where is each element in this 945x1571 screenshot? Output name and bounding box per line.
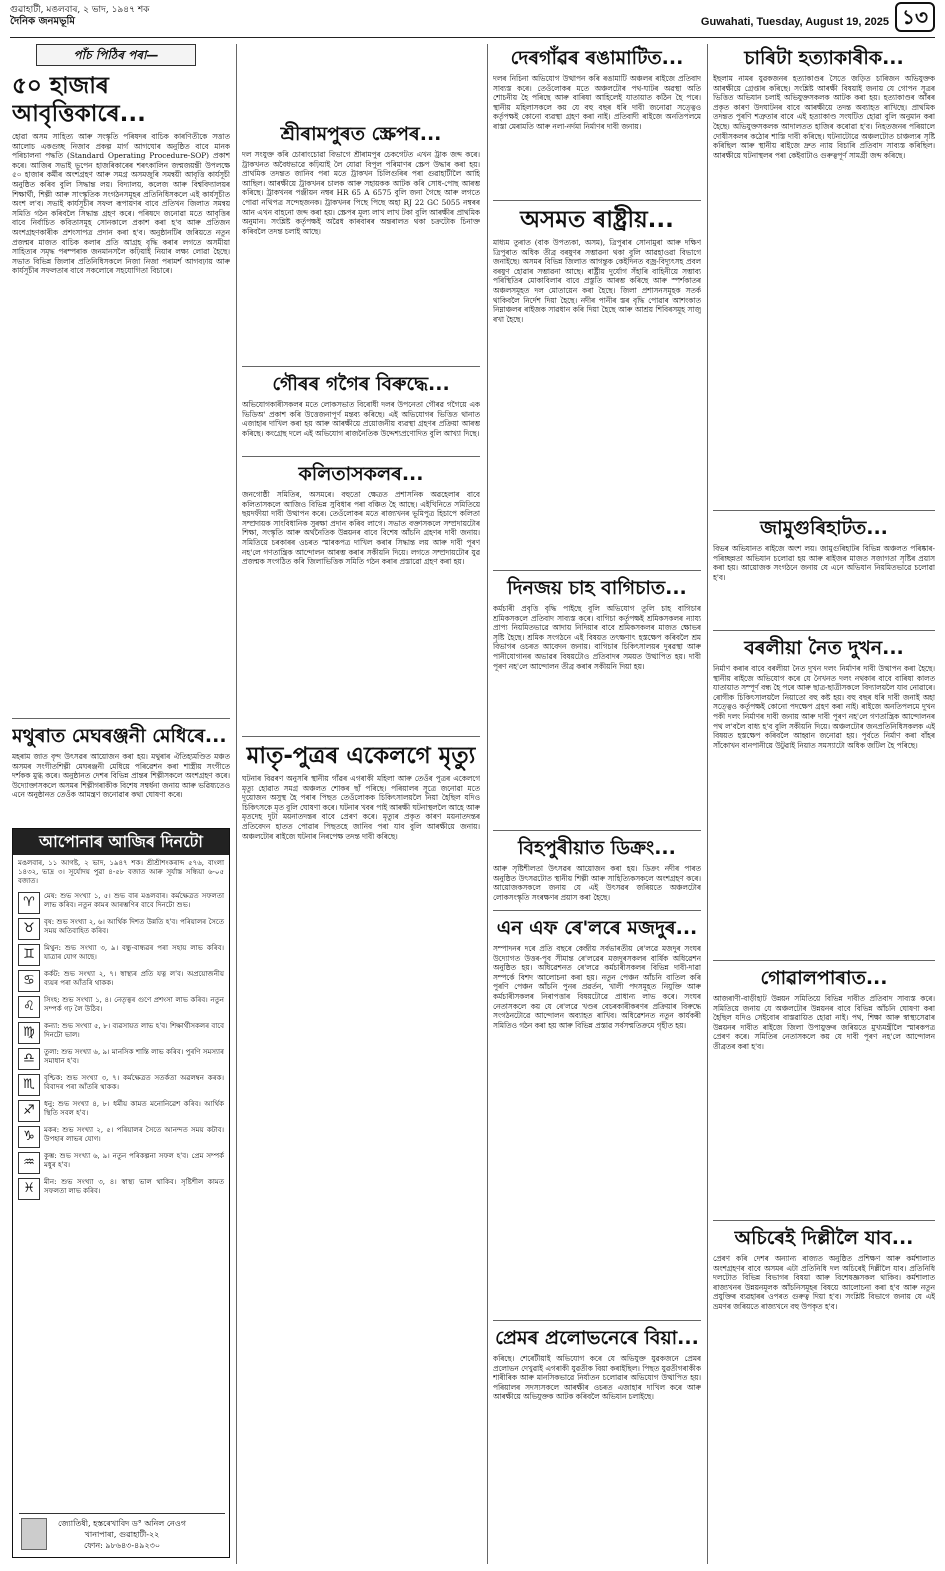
story-rule	[493, 830, 701, 831]
story-delhi	[713, 1224, 935, 1560]
zodiac-text: ধনু: শুভ সংখ্যা ৪, ৮। ধৰ্মীয় কামত মনোনিৱেশ কৰিব। আৰ্থিক স্থিতি সবল হ'ব।	[44, 1100, 224, 1117]
astrologer-photo	[21, 1518, 47, 1550]
story-rule	[493, 200, 701, 201]
zodiac-symbol-icon: ♐	[18, 1100, 40, 1122]
story-headline: অসমত ৰাষ্ট্ৰীয়...	[520, 207, 674, 233]
zodiac-symbol-icon: ♌	[18, 996, 40, 1018]
story-kalita	[242, 460, 480, 730]
story-headline: মাতৃ-পুত্ৰৰ একেলগে মৃত্যু	[246, 743, 476, 769]
story-body: মহৰাম জাত বৃন্দ উৎসৱৰ আয়োজন কৰা হয়। মথুৰাৰ ঐতিহ্যমণ্ডিত মঞ্চত অসমৰ সংগীতশিল্পী মেঘৰঞ্জনী মেধিয়ে পৰিৱেশন কৰা শাস্ত্ৰীয় সংগীতে দৰ্শকক মুগ্ধ কৰে। অনুষ্ঠানত দেশৰ বিভিন্ন প্ৰান্তৰ শিল্পীসকলে অংশগ্ৰহণ কৰে। উদ্যোক্তাসকলে অসমৰ শিল্পীগৰাকীক বিশেষ সম্বৰ্ধনা জনায় আৰু ভৱিষ্যতেও এনে অনুষ্ঠানত তেওঁক আমন্ত্ৰণ জনোৱাৰ কথা ঘোষণা কৰে।	[12, 752, 230, 800]
zodiac-row	[13, 1098, 229, 1124]
zodiac-row	[13, 890, 229, 916]
story-body: ঘটনাৰ বিৱৰণ অনুসৰি স্থানীয় গাঁৱৰ এগৰাকী মহিলা আৰু তেওঁৰ পুত্ৰৰ একেলগে মৃত্যু হোৱাত সমগ্ৰ অঞ্চলত শোকৰ ছাঁ পৰিছে। পৰিয়ালৰ সূত্ৰে জনোৱা মতে দুয়োজন অসুস্থ হৈ পৰাৰ পিছত তেওঁলোকক চিকিৎসালয়লৈ নিয়া হৈছিল যদিও চিকিৎসকে মৃত বুলি ঘোষণা কৰে। ঘটনাৰ খবৰ পাই আৰক্ষী ঘটনাস্থললৈ আহে আৰু মৃতদেহ দুটা ময়নাতদন্তৰ বাবে প্ৰেৰণ কৰে। মৃত্যুৰ প্ৰকৃত কাৰণ ময়নাতদন্তৰ প্ৰতিবেদন হাতত পোৱাৰ পিছতহে জানিব পৰা যাব বুলি আৰক্ষীয়ে জনায়। অঞ্চলটোৰ ৰাইজে ঘটনাৰ নিৰপেক্ষ তদন্ত দাবী কৰিছে।	[242, 774, 480, 841]
zodiac-text: কন্যা: শুভ সংখ্যা ৫, ৮। ব্যৱসায়ত লাভ হ'ব। শিক্ষাৰ্থীসকলৰ বাবে দিনটো ভাল।	[44, 1022, 224, 1039]
story-body: হোৱা অসম সাহিত্য আৰু সংস্কৃতি পৰিষদৰ বাচিক কাৰণিতীকে সত্তাত আলোচ একগুচ্ছ নিজাব প্ৰকল্প মাৰ্গ আগঘোৰ অনুষ্ঠিত বাবে মানক পৰিচালনা পদ্ধতি (Standard Operating Procedure-SOP) প্ৰকাশ কৰে। আজিৰ সভাই ভূপেন হাজৰিকাৰেৰ শৰৎকালিন জন্মজয়ন্তী উপলক্ষে ৫০ হাজাৰ কৰ্মীৰ অংশগ্ৰহণ আৰু সমগ্ৰ অসমজুৰি সমন্বয়ী আবৃত্তি কাৰ্যসূচী অনুষ্ঠিত কৰিব বুলি সিদ্ধান্ত লয়। বিদ্যালয়, কলেজ আৰু বিশ্ববিদ্যালয়ৰ শিক্ষাৰ্থী, শিল্পী আৰু সাংস্কৃতিক সংগঠনসমূহৰ প্ৰতিনিধিসকলে এই কাৰ্যসূচীত অংশ ল'ব। সভাই কাৰ্যসূচীৰ সফল ৰূপায়ণৰ বাবে প্ৰতিখন জিলাত সমন্বয় সমিতি গঠন কৰিবলৈ সিদ্ধান্ত গ্ৰহণ কৰে। পৰিষদে জনোৱা মতে আবৃত্তিৰ বাবে নিৰ্বাচিত কবিতাসমূহ সোনকালে প্ৰকাশ কৰা হ'ব আৰু প্ৰতিজন অংশগ্ৰহণকাৰীক প্ৰশংসাপত্ৰ প্ৰদান কৰা হ'ব। অনুষ্ঠানটিৰ জৰিয়তে নতুন প্ৰজন্মৰ মাজত বাচিক কলাৰ প্ৰতি আগ্ৰহ বৃদ্ধি কৰাৰ লগতে অসমীয়া সাহিত্যৰ সমৃদ্ধ পৰম্পৰাক জনমানসলৈ কঢ়িয়াই নিয়াৰ লক্ষ্য লোৱা হৈছে। সভাত বিভিন্ন জিলাৰ প্ৰতিনিধিসকলে নিজা নিজা পৰামৰ্শ আগবঢ়ায় আৰু কাৰ্যসূচীৰ সফলতাৰ বাবে সকলোৰে সহযোগিতা বিচাৰে।	[12, 132, 230, 276]
column-rule	[487, 44, 488, 1564]
zodiac-text: বৃশ্চিক: শুভ সংখ্যা ৩, ৭। কৰ্মক্ষেত্ৰত সতৰ্কতা অৱলম্বন কৰক। বিবাদৰ পৰা আঁতৰি থাকক।	[44, 1074, 224, 1091]
astrologer-phone: ফোন: ৯৮৬৪৩-৪৯২৩০	[83, 1541, 161, 1550]
zodiac-text: মীন: শুভ সংখ্যা ৩, ৪। স্বাস্থ্য ভাল থাকিব। সৃষ্টিশীল কামত সফলতা লাভ কৰিব।	[44, 1178, 224, 1195]
astrologer-name: জ্যোতিষী, হস্তৰেখাবিদ ড° অনিল নেওগ	[58, 1519, 186, 1528]
horoscope-title: আপোনাৰ আজিৰ দিনটো	[13, 829, 229, 855]
story-body: মাধ্যম তুৰাত (বাক উপত্যকা, অসম), ত্ৰিপুৰাৰ সোনামুৰা আৰু দক্ষিণ ত্ৰিপুৰাত অধিক তীব্ৰ বৰষুণৰ সম্ভাৱনা থকা বুলি আৱহাওৱা বিভাগে জনাইছে। অসমৰ বিভিন্ন জিলাত আগন্তুক কেইদিনত বজ্ৰ-বিদ্যুৎসহ প্ৰবল বৰষুণ হোৱাৰ সম্ভাৱনা আছে। ৰাষ্ট্ৰীয় দুৰ্যোগ সঁহাৰি বাহিনীয়ে সম্ভাব্য পৰিস্থিতিৰ মোকাবিলাৰ বাবে প্ৰস্তুতি আৰম্ভ কৰিছে আৰু স্পৰ্শকাতৰ অঞ্চলসমূহত দল মোতায়েন কৰা হৈছে। জিলা প্ৰশাসনসমূহক সতৰ্ক থাকিবলৈ নিৰ্দেশ দিয়া হৈছে। নদীৰ পানীৰ স্তৰ বৃদ্ধি পোৱাৰ আশংকাত নিম্নাঞ্চলৰ ৰাইজক সাৱধান কৰি দিয়া হৈছে আৰু আশ্ৰয় শিবিৰসমূহ সাজু ৰখা হৈছে।	[493, 238, 701, 324]
masthead	[10, 4, 935, 38]
story-body: কৰিছে। শেৰেটীয়াই অভিযোগ কৰে যে অভিযুক্ত যুৱকজনে প্ৰেমৰ প্ৰলোভন দেখুৱাই এগৰাকী যুৱতীক বিয়া কৰাইছিল। পিছত যুৱতীগৰাকীক শাৰীৰিক আৰু মানসিকভাৱে নিৰ্যাতন চলোৱাৰ অভিযোগ উত্থাপিত হয়। পৰিয়ালৰ সদস্যসকলে আৰক্ষীৰ ওচৰত এজাহাৰ দাখিল কৰে আৰু আৰক্ষীয়ে অভিযুক্তক আটক কৰিবলৈ অভিযান চলাইছে।	[493, 1354, 701, 1402]
zodiac-text: বৃষ: শুভ সংখ্যা ২, ৬। আৰ্থিক দিশত উন্নতি হ'ব। পৰিয়ালৰ সৈতে সময় অতিবাহিত কৰিব।	[44, 918, 224, 935]
zodiac-symbol-icon: ♍	[18, 1022, 40, 1044]
story-headline: এন এফ ৰে'লৰে মজদুৰ...	[496, 917, 698, 939]
zodiac-list	[13, 890, 229, 1202]
zodiac-symbol-icon: ♓	[18, 1178, 40, 1200]
horoscope-intro: মঙলবাৰ, ১১ আগষ্ট, ২ ভাদ, ১৯৪৭ শক। শ্ৰীশ্ৰীশংকৰাব্দ ৫৭৬, বাংলা ১৪৩২, ভাদ্ৰ ৩। সূৰ্যোদয় পুৱা ৪-৫৮ বজাত আৰু সূৰ্যাস্ত সন্ধিয়া ৬-০৫ বজাত।	[18, 859, 224, 885]
story-body: দলৰ নিচিনা অভিযোগ উত্থাপন কৰি ৰঙামাটি অঞ্চলৰ ৰাইজে প্ৰতিবাদ সাব্যস্ত কৰে। তেওঁলোকৰ মতে অঞ্চলটোৰ পথ-ঘাটৰ অৱস্থা অতি শোচনীয় হৈ পৰিছে আৰু বাৰিষা আহিলেই যাতায়াত কঠিন হৈ পৰে। স্থানীয় মহিলাসকলে কয় যে বহু বছৰ ধৰি দাবী জনোৱা সত্ত্বেও কৰ্তৃপক্ষই কোনো ব্যৱস্থা গ্ৰহণ কৰা নাই। প্ৰতিবাদী ৰাইজে অনতিপলমে ৰাস্তা মেৰামতি আৰু নলা-নৰ্দমা নিৰ্মাণৰ দাবী জনায়।	[493, 74, 701, 131]
story-rule	[713, 960, 935, 961]
zodiac-text: মকৰ: শুভ সংখ্যা ২, ৫। পৰিয়ালৰ সৈতে আনন্দত সময় কটাব। উপহাৰ লাভৰ যোগ।	[44, 1126, 224, 1143]
story-dergaon	[493, 44, 701, 194]
zodiac-symbol-icon: ♈	[18, 892, 40, 914]
story-headline: কলিতাসকলৰ...	[298, 463, 424, 485]
page-number: ১৩	[895, 2, 935, 32]
zodiac-row	[13, 1124, 229, 1150]
story-rule	[242, 366, 480, 367]
zodiac-row	[13, 942, 229, 968]
zodiac-text: তুলা: শুভ সংখ্যা ৬, ৯। মানসিক শান্তি লাভ কৰিব। পুৰণি সমস্যাৰ সমাধান হ'ব।	[44, 1048, 224, 1065]
zodiac-row	[13, 968, 229, 994]
horoscope-box	[12, 828, 230, 1558]
column-rule	[707, 44, 708, 1564]
zodiac-symbol-icon: ♋	[18, 970, 40, 992]
zodiac-text: কুম্ভ: শুভ সংখ্যা ৬, ৯। নতুন পৰিকল্পনা সফল হ'ব। প্ৰেম সম্পৰ্ক মধুৰ হ'ব।	[44, 1152, 224, 1169]
story-headline: জামুগুৰিহাটত...	[760, 517, 888, 539]
story-headline: মথুৰাত মেঘৰঞ্জনী মেধিৰে...	[12, 725, 227, 747]
story-body: জনগোষ্ঠী সমিতিৰ, অসমৰে। বহুতো ক্ষেত্ৰত প্ৰশাসনিক অৱহেলাৰ বাবে কলিতাসকলে আজিও বিভিন্ন সুবিধাৰ পৰা বঞ্চিত হৈ আছে। এইখিনিতে সমিতিয়ে ছয়দফীয়া দাবী উত্থাপন কৰে। তেওঁলোকৰ মতে ৰাজ্যখনৰ ভূমিপুত্ৰ হিচাপে কলিতা সম্প্ৰদায়ক সাংবিধানিক সুৰক্ষা প্ৰদান কৰিব লাগে। সভাত বক্তাসকলে সম্প্ৰদায়টোৰ শিক্ষা, সংস্কৃতি আৰু অৰ্থনৈতিক উন্নয়নৰ বাবে বিশেষ আঁচনি গ্ৰহণৰ দাবী জনায়। সমিতিয়ে চৰকাৰৰ ওচৰত স্মাৰকপত্ৰ দাখিল কৰাৰ সিদ্ধান্ত লয় আৰু দাবী পূৰণ নহ'লে গণতান্ত্ৰিক আন্দোলন আৰম্ভ কৰাৰ সকীয়নি দিয়ে। লগতে সম্প্ৰদায়টোৰ যুৱ প্ৰজন্মক সংগঠিত কৰি জিলাভিত্তিক সমিতি গঠন কৰাৰ প্ৰস্তাৱো গ্ৰহণ কৰা হয়।	[242, 490, 480, 567]
story-gaurav	[242, 370, 480, 450]
story-sreerampur	[242, 120, 480, 360]
zodiac-text: মেষ: শুভ সংখ্যা ১, ৫। শুভ বাৰ মঙলবাৰ। কৰ্মক্ষেত্ৰত সফলতা লাভ কৰিব। নতুন কামৰ আৰম্ভণিৰ বাবে দিনটো শুভ।	[44, 892, 224, 909]
zodiac-symbol-icon: ♑	[18, 1126, 40, 1148]
story-headline: বিহপুৰীয়াত ডিক্ৰং...	[518, 837, 676, 859]
story-headline: দিনজয় চাহ বাগিচাত...	[507, 577, 687, 599]
story-rule	[12, 718, 230, 719]
story-headline: গৌৰৰ গগৈৰ বিৰুদ্ধে...	[272, 373, 450, 395]
story-jamuguri	[713, 514, 935, 624]
paper-name: দৈনিক জনমভূমি	[10, 16, 75, 27]
story-headline: বৰলীয়া নৈত দুখন...	[744, 637, 904, 659]
story-body: দল সংযুক্ত কৰি চোৰাংচোৱা বিভাগে শ্ৰীৰামপুৰ চেকগেটত এখন ট্ৰাক জব্দ কৰে। ট্ৰাকখনত অবৈধভাৱে কঢ়িয়াই লৈ যোৱা বিপুল পৰিমাণৰ স্ক্ৰেপ উদ্ধাৰ কৰা হয়। প্ৰাথমিক তদন্তত জানিব পৰা মতে ট্ৰাকখন চিলিগুৰিৰ পৰা গুৱাহাটীলৈ আহি আছিল। আৰক্ষীয়ে ট্ৰাকখনৰ চালক আৰু সহায়কক আটক কৰি সোধ-পোছ আৰম্ভ কৰিছে। ট্ৰাকখনৰ পঞ্জীয়ন নম্বৰ HR 65 A 6575 বুলি জনা গৈছে আৰু লগতে পোৱা নথিপত্ৰ সন্দেহজনক। ট্ৰাকখনৰ পিছে পিছে অহা RJ 22 GC 5055 নম্বৰৰ আন এখন বাহনো জব্দ কৰা হয়। স্ক্ৰেপৰ মূল্য লাখ লাখ টকা বুলি আৰক্ষীৰ প্ৰাথমিক অনুমান। সংশ্লিষ্ট কৰ্তৃপক্ষই অৱৈধ কাৰবাৰৰ অন্তৰালত থকা চক্ৰটোক চিনাক্ত কৰিবলৈ তদন্ত চলাই আছে।	[242, 150, 480, 236]
zodiac-row	[13, 1046, 229, 1072]
zodiac-symbol-icon: ♏	[18, 1074, 40, 1096]
story-goalpara	[713, 964, 935, 1214]
story-charita	[713, 44, 935, 504]
astrologer-place: খানাপাৰা, গুৱাহাটী-২২	[84, 1530, 160, 1539]
zodiac-text: কৰ্কট: শুভ সংখ্যা ২, ৭। স্বাস্থ্যৰ প্ৰতি যত্ন ল'ব। অপ্ৰয়োজনীয় ব্যয়ৰ পৰা আঁতৰি থাকক।	[44, 970, 224, 987]
story-body: অভিযোগকাৰীসকলৰ মতে লোকসভাত বিৰোধী দলৰ উপনেতা গৌৰৱ গগৈয়ে এক ভিডিঅ' প্ৰকাশ কৰি উত্তেজনাপূৰ্ণ মন্তব্য কৰিছে। এই অভিযোগৰ ভিত্তিত থানাত এজাহাৰ দাখিল কৰা হয় আৰু আৰক্ষীয়ে প্ৰয়োজনীয় ব্যৱস্থা গ্ৰহণৰ প্ৰক্ৰিয়া আৰম্ভ কৰিছে। কংগ্ৰেছ দলে এই অভিযোগ ৰাজনৈতিক উদ্দেশ্যপ্ৰণোদিত বুলি আখ্যা দিছে।	[242, 400, 480, 438]
story-headline: ৫০ হাজাৰ আবৃত্তিকাৰে...	[12, 73, 146, 127]
story-aabritti	[12, 70, 230, 710]
story-headline: প্ৰেমৰ প্ৰলোভনেৰে বিয়া...	[495, 1327, 699, 1349]
dateline-assamese: গুৱাহাটী, মঙলবাৰ, ২ ভাদ, ১৯৪৭ শক	[10, 5, 150, 15]
story-body: আৰু সৃষ্টিশীলতা উৎসৱৰ আয়োজন কৰা হয়। ডিক্ৰং নদীৰ পাৰত অনুষ্ঠিত উৎসৱটোত স্থানীয় শিল্পী আৰু সাহিত্যিকসকলে অংশগ্ৰহণ কৰে। আয়োজকসকলে জনায় যে এই উৎসৱৰ জৰিয়তে অঞ্চলটোৰ লোকসংস্কৃতি সংৰক্ষণৰ প্ৰয়াস কৰা হৈছে।	[493, 864, 701, 902]
column-rule	[236, 44, 237, 1564]
story-rule	[242, 456, 480, 457]
story-body: ইছলাম নামৰ যুৱকজনৰ হত্যাকাণ্ডৰ সৈতে জড়িত চাৰিজন অভিযুক্তক আৰক্ষীয়ে গ্ৰেপ্তাৰ কৰিছে। সংশ্লিষ্ট আৰক্ষী বিষয়াই জনায় যে গোপন সূত্ৰৰ ভিত্তিত অভিযান চলাই অভিযুক্তসকলক আটক কৰা হয়। হত্যাকাণ্ডৰ আঁৰৰ প্ৰকৃত কাৰণ উদঘাটনৰ বাবে আৰক্ষীয়ে তদন্ত অব্যাহত ৰাখিছে। প্ৰাথমিক তদন্তত পুৰণি শত্ৰুতাৰ বাবে এই হত্যাকাণ্ড সংঘটিত হোৱা বুলি অনুমান কৰা হৈছে। অভিযুক্তসকলক আদালতত হাজিৰ কৰোৱা হ'ব। নিহতজনৰ পৰিয়ালে দোষীসকলৰ কঠোৰ শাস্তি দাবী কৰিছে। ঘটনাটোৱে অঞ্চলটোত চাঞ্চল্যৰ সৃষ্টি কৰিছিল আৰু স্থানীয় ৰাইজে দ্ৰুত ন্যায় বিচাৰি প্ৰতিবাদ সাব্যস্ত কৰিছিল। আৰক্ষীয়ে ঘটনাস্থলৰ পৰা কেইবাটাও গুৰুত্বপূৰ্ণ সামগ্ৰী জব্দ কৰিছে।	[713, 74, 935, 160]
story-rule	[713, 630, 935, 631]
astrologer-credit	[19, 1513, 225, 1553]
story-body: নিৰ্মাণ কৰাৰ বাবে বৰলীয়া নৈত দুখন দলং নিৰ্মাণৰ দাবী উত্থাপন কৰা হৈছে। স্থানীয় ৰাইজে অভিযোগ কৰে যে নৈখনত দলং নথকাৰ বাবে বাৰিষা কালত যাতায়াত সম্পূৰ্ণ বন্ধ হৈ পৰে আৰু ছাত্ৰ-ছাত্ৰীসকলে বিদ্যালয়লৈ যাব নোৱাৰে। ৰোগীক চিকিৎসালয়লৈ নিয়াতো বহু কষ্ট হয়। বহু বছৰ ধৰি দাবী জনাই অহা সত্ত্বেও কৰ্তৃপক্ষই কোনো পদক্ষেপ গ্ৰহণ কৰা নাই। ৰাইজে অনতিপলমে দুখন পকী দলং নিৰ্মাণৰ দাবী জনায় আৰু দাবী পূৰণ নহ'লে গণতান্ত্ৰিক আন্দোলনৰ পথ ল'বলৈ বাধ্য হ'ব বুলি সকীয়নি দিয়ে। অঞ্চলটোৰ জনপ্ৰতিনিধিসকলক এই বিষয়ত হস্তক্ষেপ কৰিবলৈ আহ্বান জনোৱা হয়। পূৰ্বতে নিৰ্মাণ কৰা বাঁহৰ সাঁকোখন বানপানীয়ে উটুৱাই নিয়াত সমস্যাটো অধিক জটিল হৈ পৰিছে।	[713, 664, 935, 750]
story-headline: গোৱালপাৰাত...	[760, 967, 888, 989]
story-rule	[493, 570, 701, 571]
story-headline: দেৰগাঁৱৰ ৰঙামাটিত...	[510, 47, 684, 69]
story-rule	[713, 1220, 935, 1221]
zodiac-row	[13, 1176, 229, 1202]
zodiac-text: সিংহ: শুভ সংখ্যা ১, ৪। নেতৃত্বৰ গুণে প্ৰশংসা লাভ কৰিব। নতুন সম্পৰ্ক গঢ় লৈ উঠিব।	[44, 996, 224, 1013]
story-body: কৰ্মচাৰী প্ৰবৃত্তি বৃদ্ধি পাইছে বুলি অভিযোগ তুলি চাহ বাগিচাৰ শ্ৰমিকসকলে প্ৰতিবাদ সাব্যস্ত কৰে। বাগিচা কৰ্তৃপক্ষই শ্ৰমিকসকলৰ ন্যায্য প্ৰাপ্য নিয়মিতভাৱে আদায় নিদিয়াৰ বাবে শ্ৰমিকসকলৰ মাজত ক্ষোভৰ সৃষ্টি হৈছে। শ্ৰমিক সংগঠনে এই বিষয়ত তৎক্ষণাৎ হস্তক্ষেপ কৰিবলৈ শ্ৰম বিভাগৰ ওচৰত আবেদন জনায়। বাগিচাৰ চিকিৎসালয়ৰ দুৰৱস্থা আৰু পানীযোগানৰ অভাৱৰ বিষয়টোও প্ৰতিবাদৰ সময়ত উত্থাপিত হয়। দাবী পূৰণ নহ'লে আন্দোলন তীব্ৰ কৰাৰ সকীয়নি দিয়া হয়।	[493, 604, 701, 671]
story-headline: অচিৰেই দিল্লীলৈ যাব...	[734, 1227, 914, 1249]
story-headline: চাৰিটা হত্যাকাৰীক...	[744, 47, 904, 69]
zodiac-row	[13, 916, 229, 942]
story-headline: শ্ৰীৰামপুৰত স্ক্ৰেপৰ...	[280, 123, 442, 145]
story-rashtriya	[493, 204, 701, 564]
story-mathura	[12, 722, 230, 822]
zodiac-row	[13, 1150, 229, 1176]
story-body: প্ৰেৰণ কৰি দেশৰ অন্যান্য ৰাজ্যত অনুষ্ঠিত প্ৰশিক্ষণ আৰু কৰ্মশালাত অংশগ্ৰহণৰ বাবে অসমৰ এটা প্ৰতিনিধি দল অচিৰেই দিল্লীলৈ যাব। প্ৰতিনিধি দলটোত বিভিন্ন বিভাগৰ বিষয়া আৰু বিশেষজ্ঞসকল থাকিব। কৰ্মশালাত ৰাজ্যখনৰ উন্নয়নমূলক আঁচনিসমূহৰ বিষয়ে আলোচনা কৰা হ'ব আৰু নতুন প্ৰযুক্তিৰ ব্যৱহাৰৰ ওপৰত গুৰুত্ব দিয়া হ'ব। সংশ্লিষ্ট বিভাগে জনায় যে এই ভ্ৰমণৰ জৰিয়তে ৰাজ্যখনে বহু উপকৃত হ'ব।	[713, 1254, 935, 1311]
story-borolia	[713, 634, 935, 954]
story-premor	[493, 1324, 701, 1560]
masthead-left	[10, 4, 149, 28]
story-bihpuria	[493, 834, 701, 904]
story-rule	[713, 510, 935, 511]
story-body: সম্পাদনৰ দৰে প্ৰতি বছৰে কেন্দ্ৰীয় সৰ্বভাৰতীয় ৰে'লৱে মজদুৰ সংঘৰ উদ্যোগত উত্তৰ-পূব সীমান্ত ৰে'লৱেৰ মজদুৰসকলৰ বাৰ্ষিক অধিৱেশন অনুষ্ঠিত হয়। অধিৱেশনত ৰে'লৱে কৰ্মচাৰীসকলৰ বিভিন্ন দাবী-দাৱা সম্পৰ্কে বিশদ আলোচনা কৰা হয়। নতুন পেঞ্চন আঁচনি বাতিল কৰি পুৰণি পেঞ্চন আঁচনি পুনৰ প্ৰৱৰ্তন, খালী পদসমূহত নিযুক্তি আৰু কৰ্মচাৰীসকলৰ নিৰাপত্তাৰ বিষয়টোৱে প্ৰাধান্য লাভ কৰে। সংঘৰ নেতাসকলে কয় যে ৰে'লৱে খণ্ডৰ বেচৰকাৰীকৰণৰ প্ৰক্ৰিয়াৰ বিৰুদ্ধে সংগঠনটোৱে আন্দোলন অব্যাহত ৰাখিব। অধিৱেশনত নতুন কাৰ্যকৰী সমিতিও গঠন কৰা হয় আৰু বিভিন্ন প্ৰস্তাৱ সৰ্বসন্মতিক্ৰমে গৃহীত হয়।	[493, 944, 701, 1030]
zodiac-row	[13, 994, 229, 1020]
story-rule	[493, 910, 701, 911]
zodiac-row	[13, 1020, 229, 1046]
story-body: আজৰাণী-বাড়ীহাট উন্নয়ন সমিতিয়ে বিভিন্ন দাবীত প্ৰতিবাদ সাব্যস্ত কৰে। সমিতিয়ে জনায় যে অঞ্চলটোৰ উন্নয়নৰ বাবে বিভিন্ন আঁচনি ঘোষণা কৰা হৈছিল যদিও সেইবোৰ বাস্তৱায়িত হোৱা নাই। পথ, শিক্ষা আৰু স্বাস্থ্যসেৱাৰ উন্নয়নৰ দাবীত ৰাইজে জিলা উপায়ুক্তৰ জৰিয়তে মুখ্যমন্ত্ৰীলৈ স্মাৰকপত্ৰ প্ৰেৰণ কৰে। সমিতিৰ নেতাসকলে কয় যে দাবী পূৰণ নহ'লে আন্দোলন তীব্ৰতৰ কৰা হ'ব।	[713, 994, 935, 1051]
story-dinjoy	[493, 574, 701, 824]
zodiac-symbol-icon: ♉	[18, 918, 40, 940]
story-matri-putra	[242, 740, 480, 1560]
zodiac-symbol-icon: ♒	[18, 1152, 40, 1174]
zodiac-symbol-icon: ♊	[18, 944, 40, 966]
story-nf-railway	[493, 914, 701, 1314]
zodiac-symbol-icon: ♎	[18, 1048, 40, 1070]
story-rule	[493, 1320, 701, 1321]
dateline-english: Guwahati, Tuesday, August 19, 2025	[700, 16, 889, 28]
story-body: বিভৰ অভিযানত ৰাইজে অংশ লয়। জামুগুৰিহাটৰ বিভিন্ন অঞ্চলত পৰিষ্কাৰ-পৰিচ্ছন্নতা অভিযান চলোৱা হয় আৰু ৰাইজৰ মাজত সজাগতা সৃষ্টিৰ প্ৰয়াস কৰা হয়। আয়োজক সংগঠনে জনায় যে এনে অভিযান নিয়মিতভাৱে চলোৱা হ'ব।	[713, 544, 935, 582]
continued-from-tag: পাঁচ পিঠিৰ পৰা—	[36, 44, 196, 66]
zodiac-text: মিথুন: শুভ সংখ্যা ৩, ৯। বন্ধু-বান্ধৱৰ পৰা সহায় লাভ কৰিব। যাত্ৰাৰ যোগ আছে।	[44, 944, 224, 961]
zodiac-row	[13, 1072, 229, 1098]
story-rule	[242, 736, 480, 737]
